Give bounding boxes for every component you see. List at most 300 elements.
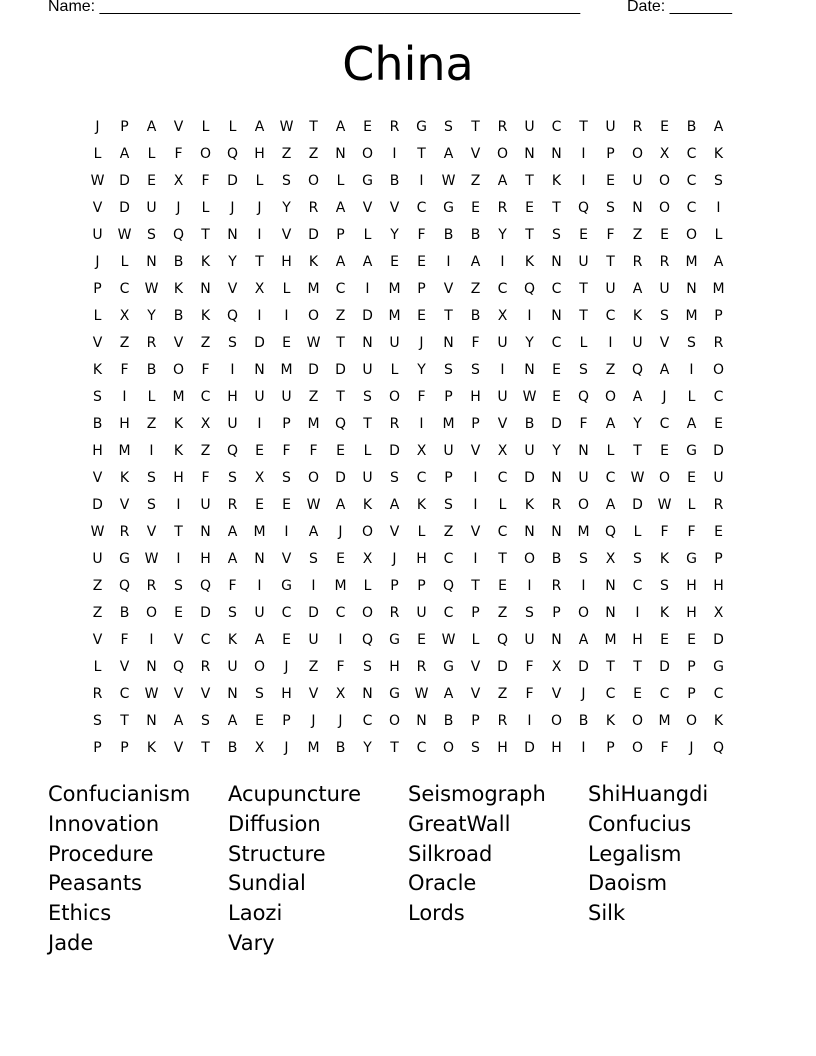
grid-letter: F <box>228 577 237 594</box>
grid-letter: I <box>311 577 316 594</box>
grid-letter: M <box>685 253 698 270</box>
grid-letter: Q <box>226 145 239 162</box>
grid-letter: L <box>228 118 237 135</box>
grid-letter: J <box>581 685 586 702</box>
grid-letter: V <box>173 685 184 702</box>
grid-letter: A <box>335 253 346 270</box>
grid-letter: E <box>255 712 264 729</box>
grid-letter: Q <box>523 280 536 297</box>
grid-letter: N <box>551 253 562 270</box>
grid-letter: D <box>659 658 670 675</box>
grid-letter: C <box>632 577 643 594</box>
grid-letter: O <box>577 604 590 621</box>
grid-letter: U <box>200 496 211 513</box>
grid-letter: M <box>658 712 671 729</box>
grid-letter: A <box>335 496 346 513</box>
grid-letter: F <box>201 469 210 486</box>
grid-letter: O <box>658 469 671 486</box>
grid-letter: S <box>471 361 480 378</box>
grid-letter: B <box>470 307 481 324</box>
grid-letter: W <box>441 172 456 189</box>
grid-letter: T <box>120 712 129 729</box>
grid-letter: U <box>227 415 238 432</box>
grid-letter: M <box>307 739 320 756</box>
grid-letter: X <box>254 469 265 486</box>
word-list-item: Ethics <box>48 901 112 926</box>
grid-row <box>84 248 732 275</box>
grid-letter: L <box>201 199 210 216</box>
grid-letter: N <box>632 199 643 216</box>
grid-letter: X <box>416 442 427 459</box>
grid-letter: H <box>254 145 265 162</box>
grid-letter: U <box>524 631 535 648</box>
grid-letter: A <box>254 118 265 135</box>
grid-letter: O <box>253 658 266 675</box>
grid-letter: S <box>633 550 642 567</box>
grid-row <box>84 383 732 410</box>
grid-letter: I <box>176 550 181 567</box>
grid-letter: O <box>145 604 158 621</box>
grid-letter: D <box>335 361 346 378</box>
grid-letter: I <box>581 577 586 594</box>
grid-letter: G <box>119 550 130 567</box>
grid-row <box>84 410 732 437</box>
grid-letter: O <box>307 307 320 324</box>
grid-letter: M <box>388 280 401 297</box>
grid-letter: Z <box>443 523 454 540</box>
grid-letter: X <box>173 172 184 189</box>
grid-letter: E <box>714 523 723 540</box>
grid-letter: S <box>444 118 453 135</box>
grid-letter: Z <box>605 361 616 378</box>
grid-letter: E <box>687 469 696 486</box>
grid-letter: D <box>254 334 265 351</box>
grid-letter: B <box>443 226 454 243</box>
grid-letter: H <box>227 388 238 405</box>
grid-letter: N <box>551 145 562 162</box>
grid-letter: I <box>635 604 640 621</box>
grid-letter: Q <box>118 577 131 594</box>
word-list-item: Laozi <box>228 901 283 926</box>
grid-letter: L <box>120 253 129 270</box>
grid-letter: S <box>606 199 615 216</box>
grid-letter: C <box>713 685 724 702</box>
grid-letter: T <box>255 253 264 270</box>
grid-letter: A <box>254 631 265 648</box>
grid-row <box>84 572 732 599</box>
grid-letter: N <box>524 523 535 540</box>
grid-letter: C <box>605 307 616 324</box>
grid-letter: L <box>417 523 426 540</box>
grid-letter: L <box>201 118 210 135</box>
grid-row <box>84 734 732 761</box>
grid-letter: N <box>551 631 562 648</box>
grid-letter: C <box>497 469 508 486</box>
grid-letter: A <box>443 685 454 702</box>
grid-letter: E <box>363 118 372 135</box>
grid-letter: K <box>308 253 319 270</box>
grid-letter: N <box>362 334 373 351</box>
grid-letter: L <box>714 226 723 243</box>
grid-letter: W <box>279 118 294 135</box>
grid-letter: D <box>551 415 562 432</box>
grid-letter: E <box>660 631 669 648</box>
grid-letter: L <box>363 226 372 243</box>
grid-letter: I <box>365 280 370 297</box>
grid-letter: P <box>606 739 615 756</box>
word-list-item: GreatWall <box>408 811 511 836</box>
grid-letter: N <box>200 280 211 297</box>
grid-letter: U <box>632 172 643 189</box>
grid-letter: J <box>662 388 667 405</box>
grid-letter: U <box>416 604 427 621</box>
grid-letter: T <box>417 145 426 162</box>
grid-letter: Z <box>281 145 292 162</box>
grid-letter: O <box>199 145 212 162</box>
grid-letter: S <box>228 334 237 351</box>
grid-row <box>84 680 732 707</box>
grid-letter: F <box>579 415 588 432</box>
grid-letter: S <box>444 496 453 513</box>
grid-letter: H <box>497 739 508 756</box>
grid-letter: M <box>172 388 185 405</box>
grid-letter: L <box>93 307 102 324</box>
grid-letter: U <box>497 334 508 351</box>
grid-letter: K <box>713 145 724 162</box>
grid-letter: Q <box>442 577 455 594</box>
grid-letter: S <box>363 388 372 405</box>
grid-letter: P <box>282 712 291 729</box>
grid-letter: L <box>363 442 372 459</box>
grid-letter: T <box>363 415 372 432</box>
grid-letter: V <box>470 145 481 162</box>
grid-letter: S <box>174 577 183 594</box>
grid-letter: X <box>362 550 373 567</box>
grid-letter: I <box>284 523 289 540</box>
grid-letter: V <box>146 523 157 540</box>
grid-letter: T <box>336 388 345 405</box>
grid-letter: A <box>470 253 481 270</box>
grid-letter: K <box>713 712 724 729</box>
grid-row <box>84 275 732 302</box>
grid-letter: S <box>687 334 696 351</box>
grid-letter: H <box>416 550 427 567</box>
grid-row <box>84 545 732 572</box>
grid-letter: H <box>281 253 292 270</box>
word-list-item: Acupuncture <box>228 782 361 806</box>
grid-letter: G <box>389 631 400 648</box>
grid-letter: D <box>308 361 319 378</box>
grid-letter: Y <box>498 226 507 243</box>
grid-letter: V <box>173 334 184 351</box>
grid-letter: C <box>659 415 670 432</box>
grid-letter: L <box>147 145 156 162</box>
grid-letter: Z <box>308 658 319 675</box>
grid-letter: U <box>578 469 589 486</box>
grid-letter: D <box>497 658 508 675</box>
grid-row <box>84 221 732 248</box>
grid-letter: K <box>173 280 184 297</box>
grid-letter: E <box>471 199 480 216</box>
grid-letter: V <box>92 334 103 351</box>
grid-letter: J <box>392 550 397 567</box>
grid-letter: R <box>551 496 562 513</box>
grid-letter: K <box>200 307 211 324</box>
grid-letter: S <box>579 550 588 567</box>
grid-letter: Q <box>334 415 347 432</box>
grid-letter: O <box>388 712 401 729</box>
grid-letter: O <box>442 739 455 756</box>
grid-letter: P <box>282 415 291 432</box>
grid-letter: O <box>658 172 671 189</box>
grid-letter: Q <box>361 631 374 648</box>
grid-letter: N <box>146 712 157 729</box>
grid-letter: W <box>306 496 321 513</box>
grid-letter: T <box>579 280 588 297</box>
grid-letter: N <box>146 658 157 675</box>
grid-letter: C <box>713 388 724 405</box>
grid-letter: U <box>362 469 373 486</box>
grid-letter: C <box>551 334 562 351</box>
grid-letter: K <box>524 496 535 513</box>
grid-letter: L <box>336 172 345 189</box>
grid-letter: I <box>419 172 424 189</box>
grid-letter: P <box>687 685 696 702</box>
grid-letter: V <box>92 469 103 486</box>
grid-letter: D <box>713 442 724 459</box>
grid-letter: S <box>282 469 291 486</box>
grid-letter: K <box>173 442 184 459</box>
grid-letter: M <box>388 307 401 324</box>
grid-letter: P <box>444 388 453 405</box>
word-list-item: Silk <box>588 901 626 926</box>
grid-row <box>84 707 732 734</box>
grid-letter: A <box>713 118 724 135</box>
grid-letter: N <box>227 685 238 702</box>
grid-letter: O <box>631 145 644 162</box>
grid-letter: J <box>338 712 343 729</box>
grid-letter: O <box>631 712 644 729</box>
grid-letter: Y <box>525 334 534 351</box>
grid-letter: S <box>444 361 453 378</box>
grid-letter: T <box>498 550 507 567</box>
grid-letter: B <box>389 172 400 189</box>
grid-letter: P <box>120 118 129 135</box>
grid-letter: B <box>470 226 481 243</box>
grid-letter: F <box>687 523 696 540</box>
grid-letter: B <box>443 712 454 729</box>
word-search-grid <box>84 113 732 761</box>
grid-letter: K <box>659 604 670 621</box>
grid-letter: S <box>471 739 480 756</box>
grid-letter: X <box>605 550 616 567</box>
grid-letter: E <box>390 253 399 270</box>
grid-letter: S <box>390 469 399 486</box>
grid-letter: U <box>389 334 400 351</box>
grid-letter: P <box>687 658 696 675</box>
grid-letter: A <box>443 145 454 162</box>
grid-letter: V <box>470 658 481 675</box>
grid-letter: H <box>92 442 103 459</box>
grid-letter: V <box>281 226 292 243</box>
grid-letter: I <box>500 253 505 270</box>
grid-letter: Z <box>470 280 481 297</box>
grid-letter: Z <box>146 415 157 432</box>
grid-row <box>84 302 732 329</box>
grid-letter: W <box>90 523 105 540</box>
grid-letter: D <box>524 739 535 756</box>
grid-letter: A <box>497 172 508 189</box>
grid-letter: A <box>227 523 238 540</box>
grid-letter: F <box>417 388 426 405</box>
word-list-item: Oracle <box>408 871 477 896</box>
grid-letter: Q <box>631 361 644 378</box>
grid-letter: N <box>551 469 562 486</box>
grid-letter: V <box>173 118 184 135</box>
grid-letter: X <box>254 280 265 297</box>
grid-letter: B <box>227 739 238 756</box>
grid-letter: F <box>417 226 426 243</box>
grid-letter: S <box>255 685 264 702</box>
grid-letter: N <box>227 226 238 243</box>
grid-letter: R <box>713 496 724 513</box>
grid-letter: E <box>552 388 561 405</box>
grid-letter: X <box>119 307 130 324</box>
grid-letter: W <box>306 334 321 351</box>
grid-letter: X <box>200 415 211 432</box>
grid-letter: Y <box>228 253 237 270</box>
grid-letter: P <box>471 415 480 432</box>
grid-row <box>84 113 732 140</box>
grid-letter: G <box>362 172 373 189</box>
grid-letter: A <box>686 415 697 432</box>
grid-letter: B <box>335 739 346 756</box>
grid-letter: U <box>254 604 265 621</box>
grid-letter: W <box>630 469 645 486</box>
grid-letter: P <box>714 307 723 324</box>
grid-letter: A <box>173 712 184 729</box>
grid-letter: F <box>525 685 534 702</box>
grid-letter: F <box>660 739 669 756</box>
grid-letter: E <box>633 685 642 702</box>
grid-letter: V <box>119 658 130 675</box>
grid-letter: A <box>362 253 373 270</box>
grid-letter: L <box>471 631 480 648</box>
grid-letter: E <box>660 226 669 243</box>
grid-letter: S <box>201 712 210 729</box>
grid-letter: L <box>633 523 642 540</box>
grid-letter: T <box>471 577 480 594</box>
grid-letter: T <box>174 523 183 540</box>
grid-letter: W <box>144 550 159 567</box>
grid-letter: O <box>523 550 536 567</box>
grid-letter: M <box>577 523 590 540</box>
grid-letter: E <box>336 442 345 459</box>
grid-letter: V <box>443 280 454 297</box>
grid-letter: U <box>443 442 454 459</box>
grid-letter: L <box>579 334 588 351</box>
grid-letter: O <box>685 226 698 243</box>
grid-letter: J <box>338 523 343 540</box>
grid-letter: A <box>119 145 130 162</box>
grid-letter: V <box>281 550 292 567</box>
grid-letter: E <box>282 334 291 351</box>
grid-letter: M <box>307 415 320 432</box>
grid-letter: R <box>416 658 427 675</box>
grid-letter: Q <box>712 739 725 756</box>
grid-letter: Z <box>497 685 508 702</box>
word-list-item: Vary <box>228 930 275 955</box>
grid-letter: F <box>201 172 210 189</box>
grid-letter: T <box>444 307 453 324</box>
grid-letter: W <box>657 496 672 513</box>
grid-letter: K <box>146 739 157 756</box>
grid-letter: X <box>551 658 562 675</box>
grid-letter: E <box>255 442 264 459</box>
grid-letter: T <box>525 172 534 189</box>
grid-letter: W <box>144 685 159 702</box>
grid-row <box>84 140 732 167</box>
grid-letter: O <box>685 712 698 729</box>
grid-letter: T <box>579 307 588 324</box>
grid-letter: I <box>527 577 532 594</box>
grid-letter: I <box>338 631 343 648</box>
grid-letter: J <box>284 658 289 675</box>
grid-letter: X <box>254 739 265 756</box>
grid-letter: V <box>200 685 211 702</box>
grid-letter: U <box>605 280 616 297</box>
grid-letter: L <box>147 388 156 405</box>
grid-letter: N <box>362 685 373 702</box>
grid-letter: L <box>390 361 399 378</box>
grid-letter: G <box>281 577 292 594</box>
grid-letter: A <box>632 388 643 405</box>
grid-letter: I <box>527 307 532 324</box>
grid-letter: U <box>659 280 670 297</box>
grid-letter: P <box>471 712 480 729</box>
grid-letter: N <box>146 253 157 270</box>
grid-letter: X <box>497 307 508 324</box>
grid-letter: K <box>659 550 670 567</box>
grid-letter: H <box>713 577 724 594</box>
grid-letter: Y <box>363 739 372 756</box>
grid-letter: A <box>146 118 157 135</box>
grid-letter: N <box>200 523 211 540</box>
date-field-label: Date: _______ <box>627 0 732 15</box>
grid-letter: J <box>311 712 316 729</box>
grid-letter: C <box>551 280 562 297</box>
grid-letter: V <box>173 739 184 756</box>
grid-letter: J <box>230 199 235 216</box>
grid-letter: A <box>227 712 238 729</box>
word-list-item: Jade <box>48 930 94 955</box>
grid-letter: E <box>282 631 291 648</box>
grid-letter: I <box>527 712 532 729</box>
grid-letter: O <box>631 739 644 756</box>
grid-letter: R <box>389 604 400 621</box>
grid-letter: K <box>605 712 616 729</box>
grid-letter: J <box>257 199 262 216</box>
grid-letter: M <box>685 307 698 324</box>
grid-letter: N <box>524 361 535 378</box>
grid-letter: W <box>414 685 429 702</box>
grid-letter: E <box>687 631 696 648</box>
grid-letter: E <box>174 604 183 621</box>
grid-letter: L <box>93 658 102 675</box>
grid-letter: N <box>335 145 346 162</box>
grid-letter: U <box>713 469 724 486</box>
grid-letter: E <box>606 172 615 189</box>
